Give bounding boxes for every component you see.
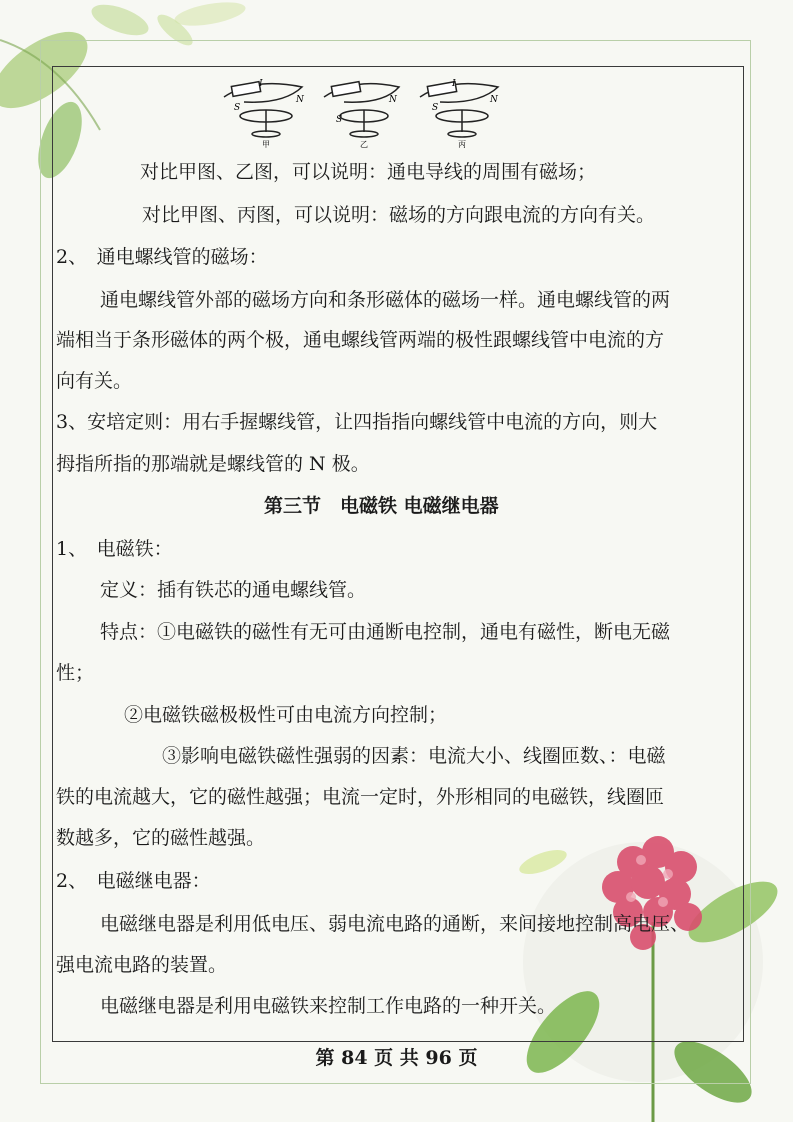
pole-n-label: N xyxy=(490,95,498,105)
text-line: 电磁继电器是利用电磁铁来控制工作电路的一种开关。 xyxy=(100,995,557,1017)
text-line: 向有关。 xyxy=(56,370,133,392)
current-label: I xyxy=(452,79,456,89)
section-heading: 1、 电磁铁： xyxy=(56,538,173,560)
text-line: 特点：①电磁铁的磁性有无可由通断电控制，通电有磁性，断电无磁 xyxy=(100,621,671,643)
panel-label-2: 乙 xyxy=(360,140,368,149)
text-line: 通电螺线管外部的磁场方向和条形磁体的磁场一样。通电螺线管的两 xyxy=(100,289,671,311)
pole-s-label: S xyxy=(432,103,439,113)
section-heading: 2、 通电螺线管的磁场： xyxy=(56,246,268,268)
text-line: 对比甲图、丙图，可以说明：磁场的方向跟电流的方向有关。 xyxy=(142,204,656,226)
pole-n-label: N xyxy=(296,95,304,105)
section-heading: 2、 电磁继电器： xyxy=(56,870,211,892)
text-line: 对比甲图、乙图，可以说明：通电导线的周围有磁场； xyxy=(140,161,597,183)
panel-label-3: 丙 xyxy=(458,140,466,149)
pole-s-label: S xyxy=(234,103,241,113)
compass-figure xyxy=(214,72,504,150)
text-line: 3、安培定则：用右手握螺线管，让四指指向螺线管中电流的方向，则大 xyxy=(56,411,658,433)
text-line: ②电磁铁磁极极性可由电流方向控制； xyxy=(124,704,448,726)
page-number: 第 84 页 共 96 页 xyxy=(315,1047,478,1069)
text-line: 铁的电流越大，它的磁性越强；电流一定时，外形相同的电磁铁，线圈匝 xyxy=(56,786,665,808)
text-line: 端相当于条形磁体的两个极，通电螺线管两端的极性跟螺线管中电流的方 xyxy=(56,329,665,351)
text-line: 数越多，它的磁性越强。 xyxy=(56,827,266,849)
pole-s-label: S xyxy=(336,115,343,125)
text-line: 拇指所指的那端就是螺线管的 N 极。 xyxy=(56,453,370,475)
chapter-title: 第三节 电磁铁 电磁继电器 xyxy=(264,495,499,517)
text-line: 定义：插有铁芯的通电螺线管。 xyxy=(100,579,367,601)
text-line: 电磁继电器是利用低电压、弱电流电路的通断，来间接地控制高电压、 xyxy=(100,913,690,935)
text-line: 性； xyxy=(56,662,95,684)
panel-label-1: 甲 xyxy=(262,140,270,149)
current-label: I xyxy=(259,79,263,89)
text-line: ③影响电磁铁磁性强弱的因素：电流大小、线圈匝数、：电磁 xyxy=(162,745,666,767)
text-line: 强电流电路的装置。 xyxy=(56,954,228,976)
pole-n-label: N xyxy=(389,95,397,105)
